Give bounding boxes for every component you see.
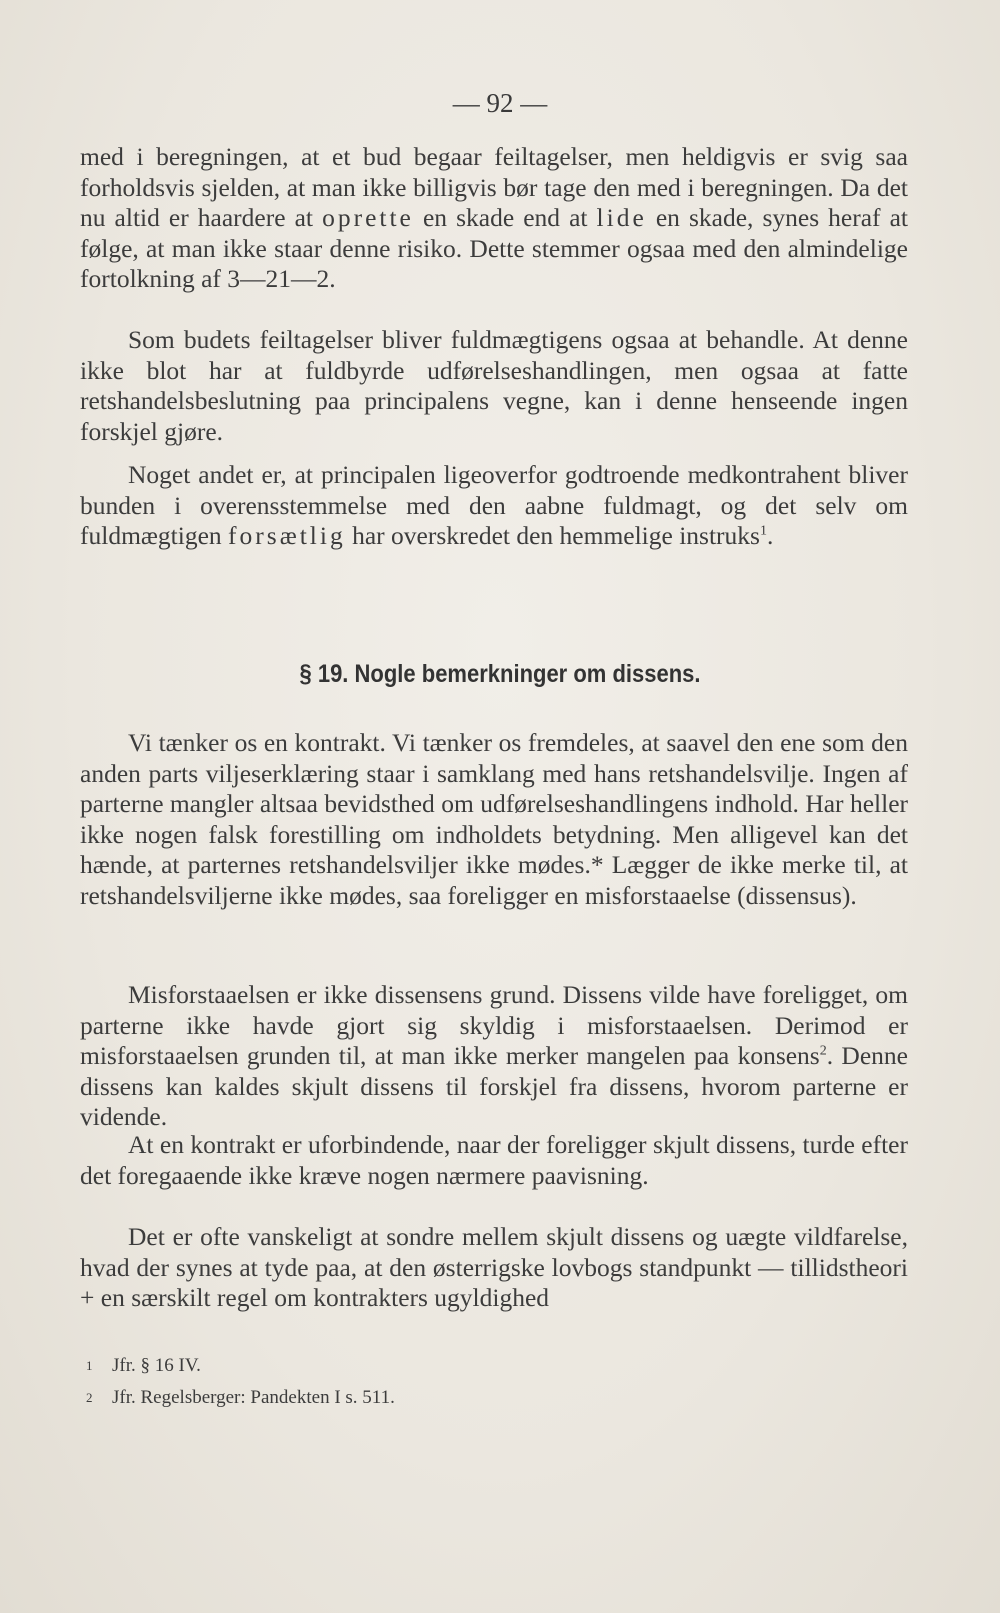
- paragraph-3-text-end: har overskredet den hemmelige instruks: [352, 521, 760, 550]
- paragraph-2: [80, 325, 908, 447]
- page-number: — 92 —: [452, 88, 548, 118]
- paragraph-3-tail: .: [766, 521, 774, 550]
- footnote-2: [86, 1382, 786, 1414]
- paragraph-5-text-end: . Denne dissens kan kaldes skjult dissens til forskjel fra dissens, hvorom parterne er vidende.: [80, 1041, 908, 1131]
- section-heading: § 19. Nogle bemerkninger om dissens.: [299, 660, 701, 688]
- paragraph-7-text: Det er ofte vanskeligt at sondre mellem skjult dissens og uægte vildfarelse, hvad der synes at tyde paa, at den østerrigske lovbogs standpunkt — tillidstheori + en særskilt regel om kontrakters ugyldighed: [80, 1222, 908, 1312]
- paragraph-1-emphasis-lide: lide: [596, 203, 647, 232]
- paragraph-4-text: Vi tænker os en kontrakt. Vi tænker os fremdeles, at saavel den ene som den anden parts viljeserklæring staar i samklang med hans retshandelsvilje. Ingen af parterne mangler altsaa bevidsthed om udførelseshandlingens indhold. Har heller ikke nogen falsk forestilling om indholdets betydning. Men alligevel kan det hænde, at parternes retshandelsviljer ikke mødes.* Lægger de ikke merke til, at retshandelsviljerne ikke mødes, saa foreligger en misforstaaelse (dissensus).: [80, 728, 908, 910]
- footnote-1-mark: 1: [86, 1358, 93, 1373]
- footnote-ref-2: 2: [819, 1043, 827, 1059]
- footnote-ref-1: 1: [759, 523, 767, 539]
- paragraph-4: [80, 728, 908, 911]
- paragraph-1-text-mid: en skade end at: [422, 203, 588, 232]
- paragraph-5: [80, 980, 908, 1133]
- footnote-2-text: Jfr. Regelsberger: Pandekten I s. 511.: [112, 1387, 395, 1408]
- paragraph-1-text-end: en skade, synes heraf at følge, at man ikke staar denne risiko. Dette stemmer ogsaa med den almindelige fortolkning af 3—21—2.: [80, 203, 909, 293]
- paragraph-6: [80, 1130, 908, 1191]
- paragraph-1-text-start: med i beregningen, at et bud begaar feiltagelser, men heldigvis er svig saa forholdsvis sjelden, at man ikke billigvis bør tage den med i beregningen. Da det nu altid er haardere at: [80, 142, 908, 232]
- paragraph-3-emphasis-forsaetlig: forsætlig: [228, 521, 346, 550]
- paragraph-1: [80, 142, 908, 295]
- paragraph-1-emphasis-oprette: oprette: [322, 203, 414, 232]
- footnote-2-mark: 2: [86, 1390, 93, 1405]
- paragraph-7: [80, 1222, 908, 1314]
- footnote-1-text: Jfr. § 16 IV.: [112, 1355, 201, 1376]
- footnote-1: [86, 1350, 786, 1382]
- paragraph-6-text: At en kontrakt er uforbindende, naar der foreligger skjult dissens, turde efter det foregaaende ikke kræve nogen nærmere paavisning.: [80, 1130, 908, 1190]
- paragraph-3: [80, 460, 908, 552]
- paragraph-2-text: Som budets feiltagelser bliver fuldmægtigens ogsaa at behandle. At denne ikke blot har at fuldbyrde udførelseshandlingen, men ogsaa at fatte retshandelsbeslutning paa principalens vegne, kan i denne henseende ingen forskjel gjøre.: [80, 325, 908, 446]
- paragraph-3-text-start: Noget andet er, at principalen ligeoverfor godtroende medkontrahent bliver bunden i overensstemmelse med den aabne fuldmagt, og det selv om fuldmægtigen: [80, 460, 908, 550]
- paragraph-5-text-start: Misforstaaelsen er ikke dissensens grund. Dissens vilde have foreligget, om parterne ikke havde gjort sig skyldig i misforstaaelsen. Derimod er misforstaaelsen grunden til, at man ikke merker mangelen paa konsens: [80, 980, 908, 1070]
- footnotes: [86, 1350, 786, 1414]
